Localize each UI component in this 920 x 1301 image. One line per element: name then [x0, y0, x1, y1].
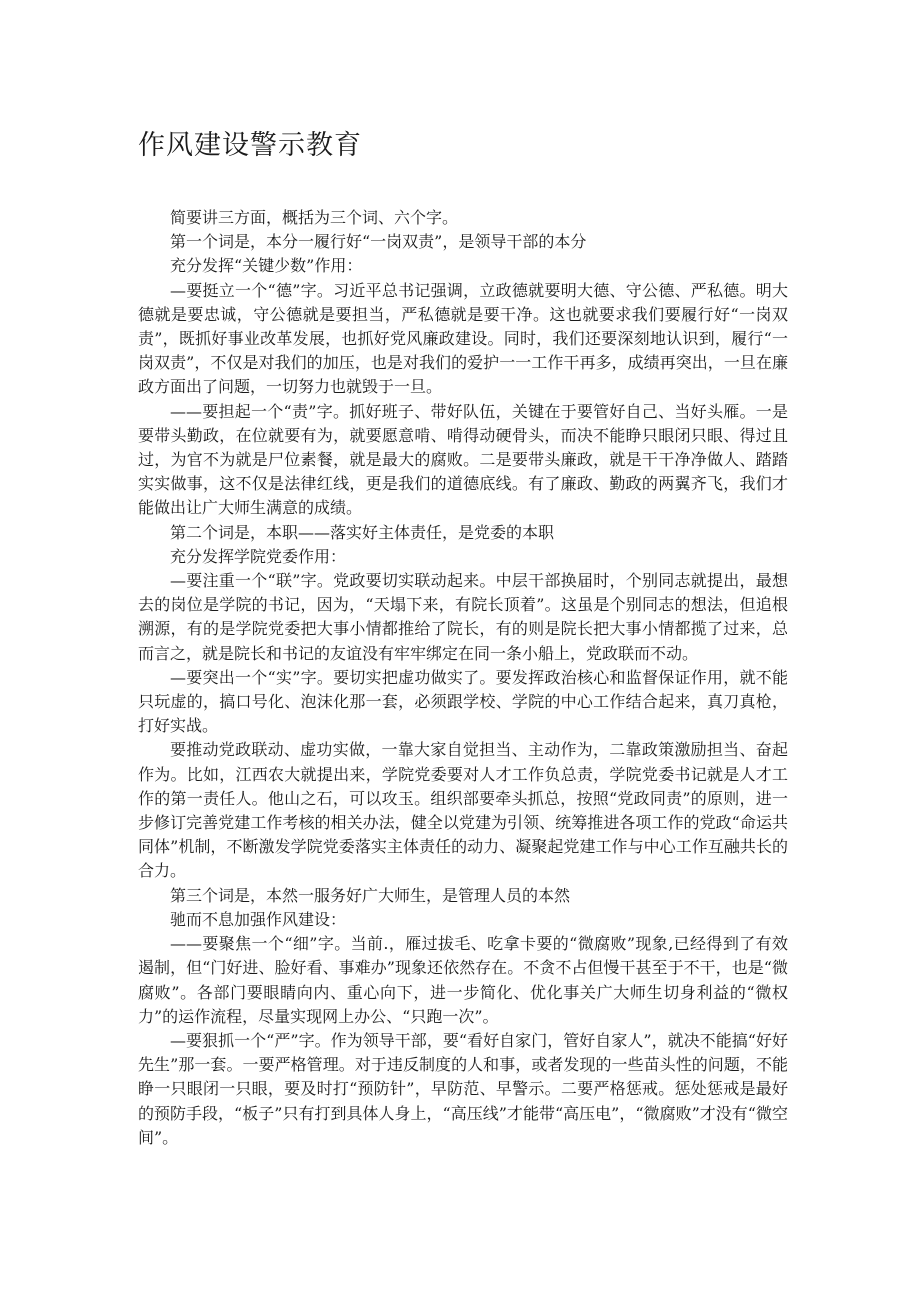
section-subheading-3: 驰而不息加强作风建设： — [170, 909, 347, 929]
paragraph: —要突出一个“实”字。要切实把虚功做实了。要发挥政治核心和监督保证作用，就不能只玩虚的，搞口号化、泡沫化那一套，必须跟学校、学院的中心工作结合起来，真刀真枪，打好实战。 — [138, 667, 788, 736]
paragraph: ——要聚焦一个“细”字。当前.，雁过拔毛、吃拿卡要的“微腐败”现象,已经得到了有效遏制，但“门好进、脸好看、事难办”现象还依然存在。不贪不占但慢干甚至于不干，也是“微腐败”。各部门要眼睛向内、重心向下，进一步简化、优化事关广大师生切身利益的“微权力”的运作流程，尽量实现网上办公、“只跑一次”。 — [138, 934, 788, 1026]
document-title: 作风建设警示教育 — [138, 130, 362, 161]
document-page — [138, 0, 788, 1301]
section-heading-1: 第一个词是，本分一履行好“一岗双责”，是领导干部的本分 — [170, 232, 587, 252]
section-subheading-2: 充分发挥学院党委作用： — [170, 546, 347, 566]
paragraph: 要推动党政联动、虚功实做，一靠大家自觉担当、主动作为，二靠政策激励担当、奋起作为。比如，江西农大就提出来，学院党委要对人才工作负总责，学院党委书记就是人才工作的第一责任人。他山之石，可以攻玉。组织部要牵头抓总，按照“党政同责”的原则，进一步修订完善党建工作考核的相关办法，健全以党建为引领、统筹推进各项工作的党政“命运共同体”机制，不断激发学院党委落实主体责任的动力、凝聚起党建工作与中心工作互融共长的合力。 — [138, 740, 788, 881]
section-heading-2: 第二个词是，本职——落实好主体责任，是党委的本职 — [170, 522, 555, 542]
document-body — [138, 206, 788, 1150]
paragraph: —要挺立一个“德”字。习近平总书记强调，立政德就要明大德、守公德、严私德。明大德就是要忠诚，守公德就是要担当，严私德就是要干净。这也就要求我们要履行好“一岗双责”，既抓好事业改革发展，也抓好党风廉政建设。同时，我们还要深刻地认识到，履行“一岗双责”，不仅是对我们的加压，也是对我们的爱护一一工作干再多，成绩再突出，一旦在廉政方面出了问题，一切努力也就毁于一旦。 — [138, 280, 788, 397]
paragraph: ——要担起一个“责”字。抓好班子、带好队伍，关键在于要管好自己、当好头雁。一是要带头勤政，在位就要有为，就要愿意啃、啃得动硬骨头，而决不能睁只眼闭只眼、得过且过，为官不为就是尸位素餐，就是最大的腐败。二是要带头廉政，就是干干净净做人、踏踏实实做事，这不仅是法律红线，更是我们的道德底线。有了廉政、勤政的两翼齐飞，我们才能做出让广大师生满意的成绩。 — [138, 401, 788, 518]
paragraph: —要注重一个“联”字。党政要切实联动起来。中层干部换届时，个别同志就提出，最想去的岗位是学院的书记，因为，“天塌下来，有院长顶着”。这虽是个别同志的想法，但追根溯源，有的是学院党委把大事小情都推给了院长，有的则是院长把大事小情都揽了过来，总而言之，就是院长和书记的友谊没有牢牢绑定在同一条小船上，党政联而不动。 — [138, 571, 788, 663]
section-heading-3: 第三个词是，本然一服务好广大师生，是管理人员的本然 — [170, 885, 571, 905]
section-subheading-1: 充分发挥“关键少数”作用： — [170, 256, 363, 276]
paragraph: —要狠抓一个“严”字。作为领导干部，要“看好自家门，管好自家人”，就决不能搞“好好先生”那一套。一要严格管理。对于违反制度的人和事，或者发现的一些苗头性的问题，不能睁一只眼闭一只眼，要及时打“预防针”，早防范、早警示。二要严格惩戒。惩处惩戒是最好的预防手段，“板子”只有打到具体人身上，“高压线”才能带“高压电”，“微腐败”才没有“微空间”。 — [138, 1030, 788, 1147]
paragraph-intro: 简要讲三方面，概括为三个词、六个字。 — [170, 208, 459, 227]
